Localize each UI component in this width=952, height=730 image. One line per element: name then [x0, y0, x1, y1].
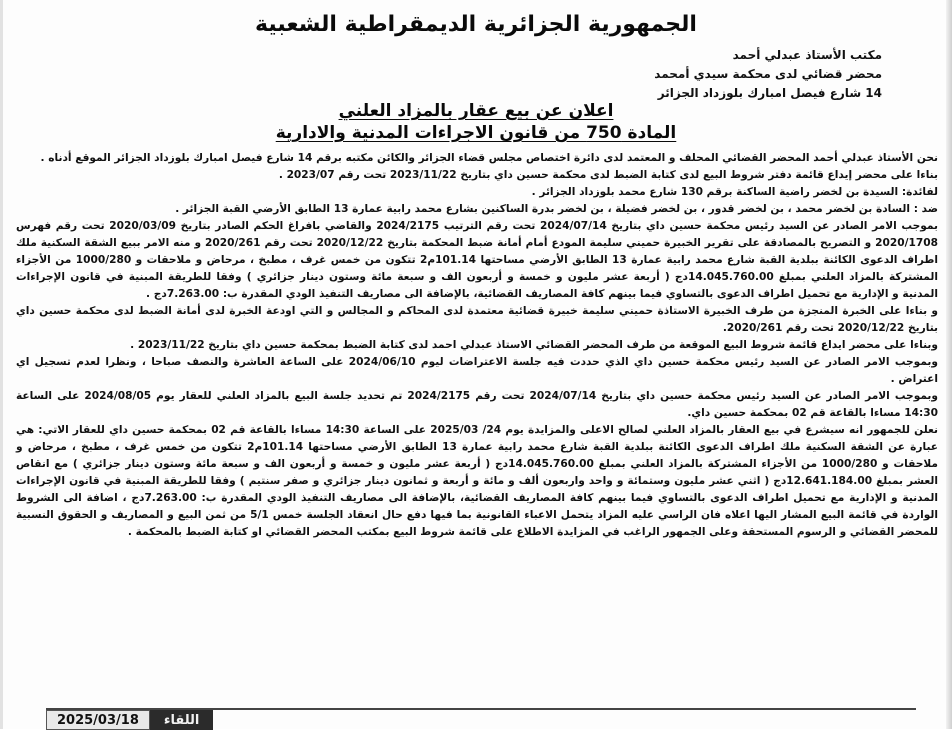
paragraph-beneficiary: لفائدة: السيدة بن لخضر راضية الساكنة برقم 130 شارع محمد بلوزداد الجزائر . [531, 186, 938, 198]
office-line-address: 14 شارع فيصل امبارك بلوزداد الجزائر [657, 86, 882, 100]
paragraph-public-notice: نعلن للجمهور انه سيشرع في بيع العقار بالمزاد العلني لصالح الاعلى والمزايدة يوم 24/ 2025/03 على الساعة 14:30 مساءا بالقاعة قم 02 بمحكمة حسين داي للعقار الاتي: هي عبارة عن الشقة السكنية ملك اطراف الدعوى الكائنة ببلدية القبة شارع محمد رابية عمارة 13 الطابق الأرضي مساحتها 101.14م2 تتكون من خمس غرف ، مطبخ ، مرحاض و ملاحقات و 1000/280 من الأجزاء المشتركة بالمزاد العلني بمبلغ 14.045.760.00دج ( أربعة عشر مليون و خمسة و أربعون الف و سبعة مائة وستون دينار جزائري ) مع انقاص العشر بمبلغ 12.641.184.00دج ( اثني عشر مليون وستمائة و واحد واربعون ألف و مائة و أربعة و ثمانون دينار جزائري و صفر سنتيم ) وفقا للطريقة المبنية في قانون الإجراءات المدنية و الإدارية مع تحميل اطراف الدعوى بالتساوي فيما بينهم كافة المصاريف القضائية، بالإضافة الى مصاريف التنفيذ الودي المقدرة ب: 7.263.00دج ، اضافة الى الشروط الواردة في قائمة البيع المشار اليها اعلاه فان الراسي عليه المزاد يتحمل الاعباء القانونية بما فيها دفع حال انعقاد الجلسة خمس 5/1 من ثمن البيع و المصاريف و الحقوق النسبية للمحضر القضائي و الرسوم المستحقة وعلى الجمهور الراغب في المزايدة الاطلاع على قائمة شروط البيع بمكتب المحضر القضائي او كتابة الضبط بالمحكمة . [16, 424, 939, 538]
paragraph-conditions-deposit: وبناءا على محضر ايداع قائمة شروط البيع الموقعة من طرف المحضر القضائي الاستاذ عبدلي احمد لدى كتابة الضبط بمحكمة حسين داي بتاريخ 2023/11/22 . [130, 339, 938, 351]
republic-heading: الجمهورية الجزائرية الديمقراطية الشعبية [255, 12, 697, 37]
announcement-title [0, 100, 952, 144]
announcement-title-line2: المادة 750 من قانون الاجراءات المدنية والادارية [275, 123, 677, 143]
publication-date: 2025/03/18 [46, 710, 150, 730]
announcement-title-line1: اعلان عن بيع عقار بالمزاد العلني [338, 101, 614, 121]
paragraph-deposit: بناءا على محضر إيداع قائمة دفتر شروط البيع لدى كتابة الضبط لدى محكمة حسين داي بتاريخ 2023/11/22 تحت رقم 2023/07 . [278, 169, 938, 181]
paragraph-intro: نحن الأستاذ عبدلي أحمد المحضر القضائي المحلف و المعتمد لدى دائرة اختصاص مجلس قضاء الجزائر والكائن مكتبه برقم 14 شارع فيصل امبارك بلوزداد الجزائر الموقع أدناه . [40, 152, 938, 164]
paragraph-expertise: و بناءا على الخبرة المنجزة من طرف الخبيرة الاستاذة حميني سليمة خبيرة قضائية معتمدة لدى المحاكم و المجالس و التي اودعة الخبرة لدى أمانة الضبط لدى محكمة حسين داي بتاريخ 2020/12/22 تحت رقم 2020/261. [16, 305, 938, 334]
paragraph-against: ضد : السادة بن لخضر محمد ، بن لخضر قدور ، بن لخضر فضيلة ، بن لخضر بدرة الساكنين بشارع محمد رابية عمارة 13 الطابق الأرضي القبة الجزائر . [175, 203, 938, 215]
office-line-court: محضر قضائي لدى محكمة سيدي أمحمد [654, 67, 882, 81]
paragraph-objections: وبموجب الامر الصادر عن السيد رئيس محكمة حسين داي الذي حددت فيه جلسة الاعتراضات ليوم 2024/06/10 على الساعة العاشرة والنصف صباحا ، ونظرا لعدم تسجيل اي اعتراض . [16, 356, 938, 385]
bailiff-office-block [654, 46, 882, 103]
office-line-name: مكتب الأستاذ عبدلي أحمد [732, 48, 882, 62]
paragraph-sale-session: وبموجب الامر الصادر عن السيد رئيس محكمة حسين داي بتاريخ 2024/07/14 تحت رقم 2024/2175 تم تحديد جلسة البيع بالمزاد العلني للعقار يوم 2024/08/05 على الساعة 14:30 مساءا بالقاعة قم 02 بمحكمة حسين داي. [16, 390, 938, 419]
announcement-body [16, 150, 938, 541]
paragraph-order: بموجب الامر الصادر عن السيد رئيس محكمة حسين داي بتاريخ 2024/07/14 تحت رقم الترتيب 2024/2175 والقاضي بافراغ الحكم الصادر بتاريخ 2020/03/09 تحت رقم فهرس 2020/1708 و التصريح بالمصادقة على تقرير الخبيرة حميني سليمة المودع أمام أمانة ضبط المحكمة بتاريخ 2020/12/22 تحت رقم 2020/261 و منه الامر ببيع الشقة السكنية ملك اطراف الدعوى الكائنة ببلدية القبة شارع محمد رابية عمارة 13 الطابق الأرضي مساحتها 101.14م2 تتكون من خمس غرف ، مطبخ ، مرحاض و ملاحقات و 1000/280 من الأجزاء المشتركة بالمزاد العلني بمبلغ 14.045.760.00دج ( أربعة عشر مليون و خمسة و أربعون الف و سبعة مائة وستون دينار جزائري ) وفقا للطريقة المبنية في قانون الإجراءات المدنية و الإدارية مع تحميل اطراف الدعوى بالتساوي فيما بينهم كافة المصاريف القضائية، بالإضافة الى مصاريف التنفيذ الودي المقدرة ب: 7.263.00دج . [16, 220, 938, 300]
newspaper-label: اللقاء [150, 710, 214, 730]
footer-bar [46, 710, 213, 730]
